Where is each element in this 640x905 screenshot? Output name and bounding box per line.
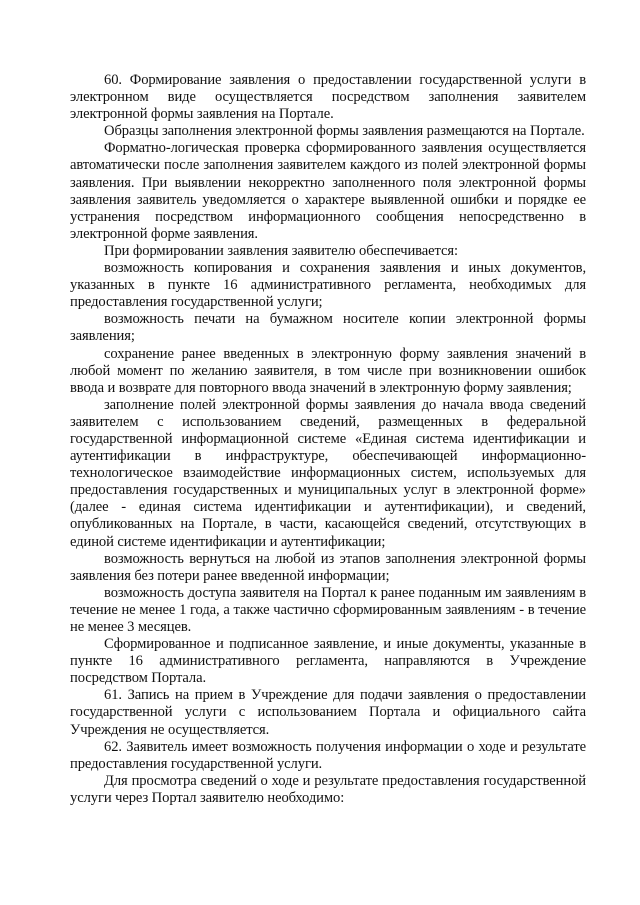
list-item-return-step: возможность вернуться на любой из этапов заполнения электронной формы заявления без потери ранее введенной информации; — [70, 550, 586, 584]
paragraph-format-check: Форматно-логическая проверка сформированного заявления осуществляется автоматически после заполнения заявителем каждого из полей электронной формы заявления. При выявлении некорректно заполненного поля электронной формы заявления заявитель уведомляется о характере выявленной ошибки и порядке ее устранения посредством информационного сообщения непосредственно в электронной форме заявления. — [70, 140, 586, 242]
paragraph-61: 61. Запись на прием в Учреждение для подачи заявления о предоставлении государственной услуги с использованием Портала и официального сайта Учреждения не осуществляется. — [70, 687, 586, 738]
document-body — [70, 72, 586, 807]
list-item-copy-save: возможность копирования и сохранения заявления и иных документов, указанных в пункте 16 административного регламента, необходимых для предоставления государственной услуги; — [70, 260, 586, 311]
list-item-print: возможность печати на бумажном носителе копии электронной формы заявления; — [70, 311, 586, 345]
paragraph-62: 62. Заявитель имеет возможность получения информации о ходе и результате предоставления государственной услуги. — [70, 738, 586, 772]
paragraph-submitted: Сформированное и подписанное заявление, и иные документы, указанные в пункте 16 административного регламента, направляются в Учреждение посредством Портала. — [70, 636, 586, 687]
list-item-autofill: заполнение полей электронной формы заявления до начала ввода сведений заявителем с использованием сведений, размещенных в федеральной государственной информационной системе «Единая система идентификации и аутентификации в инфраструктуре, обеспечивающей информационно-технологическое взаимодействие информационных систем, используемых для предоставления государственных и муниципальных услуг в электронной форме» (далее - единая система идентификации и аутентификации), и сведений, опубликованных на Портале, в части, касающейся сведений, отсутствующих в единой системе идентификации и аутентификации; — [70, 396, 586, 550]
paragraph-60: 60. Формирование заявления о предоставлении государственной услуги в электронном виде осуществляется посредством заполнения заявителем электронной формы заявления на Портале. — [70, 72, 586, 123]
list-item-access: возможность доступа заявителя на Портал к ранее поданным им заявлениям в течение не менее 1 года, а также частично сформированным заявлениям - в течение не менее 3 месяцев. — [70, 584, 586, 635]
paragraph-view-info: Для просмотра сведений о ходе и результате предоставления государственной услуги через Портал заявителю необходимо: — [70, 772, 586, 806]
paragraph-provided: При формировании заявления заявителю обеспечивается: — [104, 242, 458, 259]
list-item-save-values: сохранение ранее введенных в электронную форму заявления значений в любой момент по желанию заявителя, в том числе при возникновении ошибок ввода и возврате для повторного ввода значений в электронную форму заявления; — [70, 345, 586, 396]
paragraph-samples: Образцы заполнения электронной формы заявления размещаются на Портале. — [104, 123, 585, 140]
